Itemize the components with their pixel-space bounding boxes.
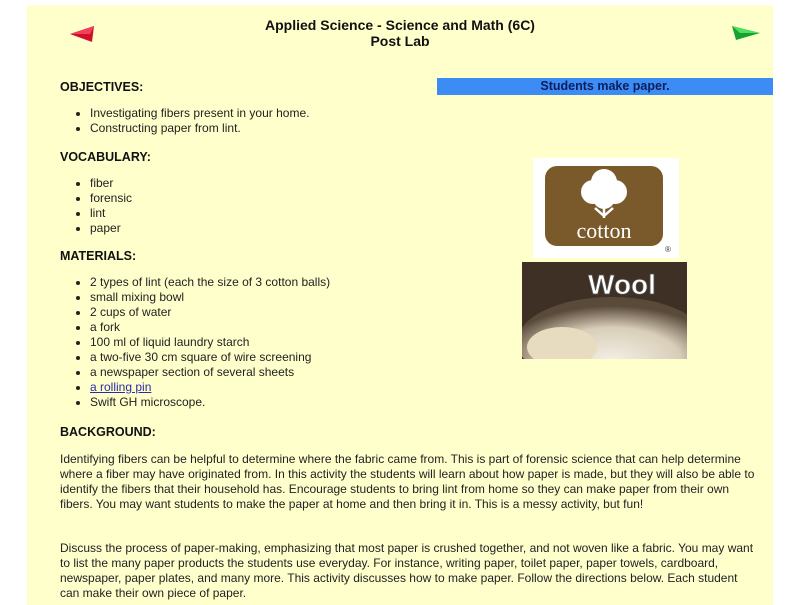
list-item: • forensic — [90, 191, 151, 206]
vocabulary-section — [60, 150, 151, 236]
list-item: • a two-five 30 cm square of wire screening — [90, 350, 330, 365]
list-item: • fiber — [90, 176, 151, 191]
cotton-label: cotton — [576, 218, 632, 243]
cotton-logo-image — [533, 158, 679, 258]
svg-text:®: ® — [665, 245, 671, 254]
list-item: • small mixing bowl — [90, 290, 330, 305]
list-item: • 2 types of lint (each the size of 3 cotton balls) — [90, 275, 330, 290]
paragraph-text: Identifying fibers can be helpful to determine where the fabric came from. This is part of forensic science that can help determine where a fiber may have originated from. In this activity the students will learn about how paper is made, but they will also be able to identify the fibers that their household has. Encourage students to bring lint from home so they can make paper from their own fibers. You may want students to make the paper at home and then bring it in. This is a messy activity, but fun! — [60, 452, 755, 511]
wool-image — [522, 262, 687, 359]
vocabulary-heading: VOCABULARY: — [60, 150, 151, 164]
list-item: • Constructing paper from lint. — [90, 121, 309, 136]
materials-section — [60, 249, 330, 410]
list-item: • 2 cups of water — [90, 305, 330, 320]
materials-heading: MATERIALS: — [60, 249, 137, 263]
banner: Students make paper. — [437, 78, 773, 95]
title-line-1: Applied Science - Science and Math (6C) — [265, 17, 535, 33]
list-item: • paper — [90, 221, 151, 236]
list-item: • Investigating fibers present in your home. — [90, 106, 309, 121]
objectives-section — [60, 80, 309, 136]
list-item — [90, 380, 330, 395]
list-item: • 100 ml of liquid laundry starch — [90, 335, 330, 350]
title-line-2: Post Lab — [370, 33, 430, 49]
background-paragraph-1 — [60, 452, 760, 512]
objectives-heading: OBJECTIVES: — [60, 80, 144, 94]
background-heading: BACKGROUND: — [60, 425, 156, 439]
rolling-pin-link[interactable]: a rolling pin — [90, 380, 152, 394]
wool-label: Wool — [588, 269, 656, 300]
list-item: • Swift GH microscope. — [90, 395, 330, 410]
page-title — [0, 17, 800, 49]
list-item: • a newspaper section of several sheets — [90, 365, 330, 380]
paragraph-text: Discuss the process of paper-making, emphasizing that most paper is crushed together, and not woven like a fabric. You may want to list the many paper products the students use everyday. For instance, writing paper, toilet paper, paper towels, cardboard, newspaper, paper plates, and many more. This activity discusses how to make paper. Follow the directions below. Each student can make their own piece of paper. — [60, 541, 754, 600]
list-item: • a fork — [90, 320, 330, 335]
next-page-arrow-icon[interactable] — [732, 25, 760, 41]
background-section — [60, 425, 156, 439]
background-paragraph-2 — [60, 541, 760, 601]
list-item: • lint — [90, 206, 151, 221]
